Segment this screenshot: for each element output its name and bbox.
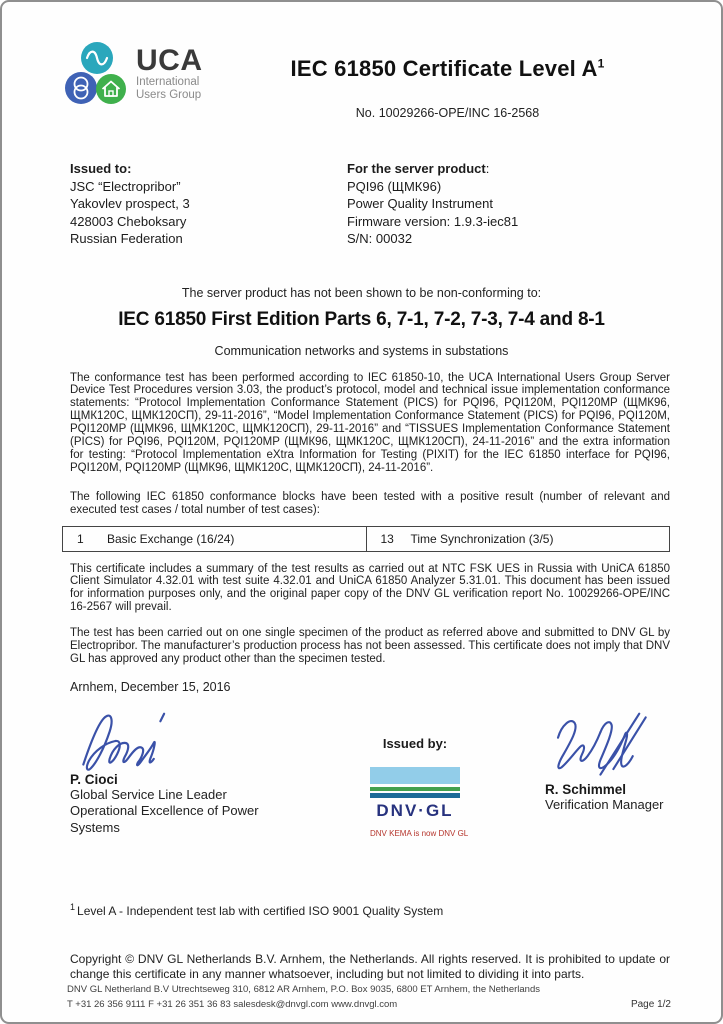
standard-heading: IEC 61850 First Edition Parts 6, 7-1, 7-2, 7-3, 7-4 and 8-1 bbox=[118, 308, 605, 330]
conformance-statement: The server product has not been shown to be non-conforming to: bbox=[181, 285, 542, 300]
issued-to-line: Yakovlev prospect, 3 bbox=[70, 196, 190, 211]
uca-brand: UCA bbox=[136, 44, 203, 77]
block-number: 1 bbox=[77, 531, 84, 546]
paragraph-conformance-test: The conformance test has been performed according to IEC 61850-10, the UCA International Users Group Server Device Test Procedures version 3.03, the product’s protocol, model and technical issue implementation conformance statements: “Protocol Implementation Conformance Statement (PICS) for PQI96, PQI120M, PQI120MP (ЩМК96, ЩМК120С, ЩМК120СП), 29-11-2016”, “Model Implementation Conformance Statement (PICS) for PQI96, PQI120M, PQI120MP (ЩМК96, ЩМК120С, ЩМК120СП), 29-11-2016” and “TISSUES Implementation Conformance Statement (PICS) for PQI96, PQI120M, PQI120MP (ЩМК96, ЩМК120С, ЩМК120СП), 24-11-2016” and the extra information for testing: “Protocol Implementation eXtra Information for Testing (PIXIT) for the IEC 61850 interface for PQI96, PQI120M, PQI120MP (ЩМК96, ЩМК120С, ЩМК120СП), 24-11-2016”. bbox=[70, 371, 670, 474]
signatory-role-line: Global Service Line Leader bbox=[70, 786, 227, 802]
issued-to-line: JSC “Electropribor” bbox=[70, 178, 181, 194]
conformance-blocks-table bbox=[62, 526, 670, 552]
page-title-text: IEC 61850 Certificate Level A bbox=[290, 56, 598, 81]
signatory-name: R. Schimmel bbox=[545, 781, 627, 797]
table-cell-time-synchronization bbox=[366, 526, 670, 551]
footer-contact: T +31 26 356 9111 F +31 26 351 36 83 salesdesk@dnvgl.com www.dnvgl.com bbox=[67, 999, 398, 1010]
uca-logo bbox=[64, 40, 224, 120]
server-product-label-text: For the server product bbox=[347, 161, 486, 176]
signatory-role-line: Systems bbox=[70, 819, 120, 835]
page-number: Page 1/2 bbox=[630, 999, 671, 1010]
issued-to-line: Russian Federation bbox=[70, 231, 183, 246]
uca-subtitle-line2: Users Group bbox=[136, 89, 202, 101]
dnv-wordmark: DNV·GL bbox=[376, 800, 454, 820]
server-product-line: S/N: 00032 bbox=[347, 231, 413, 246]
footnote bbox=[70, 902, 666, 918]
uca-logo-icon bbox=[64, 40, 130, 108]
standard-subheading: Communication networks and systems in substations bbox=[214, 343, 509, 358]
house-icon bbox=[96, 74, 126, 104]
issued-to-block bbox=[70, 160, 347, 248]
footnote-superscript: 1 bbox=[70, 901, 76, 912]
server-product-label bbox=[347, 160, 666, 178]
signatory-role-line: Verification Manager bbox=[545, 796, 664, 812]
info-columns bbox=[70, 160, 666, 248]
issued-by-label: Issued by: bbox=[382, 735, 448, 751]
dnv-tagline: DNV KEMA is now DNV GL bbox=[370, 828, 469, 838]
footer-address: DNV GL Netherland B.V Utrechtseweg 310, 6812 AR Arnhem, P.O. Box 9035, 6800 ET Arnhem, the Netherlands bbox=[67, 984, 540, 995]
block-label: Basic Exchange (16/24) bbox=[107, 531, 235, 546]
dnv-green-bar bbox=[370, 787, 460, 791]
uca-logo-text bbox=[136, 46, 203, 102]
date-line: Arnhem, December 15, 2016 bbox=[70, 679, 231, 694]
signature-r-schimmel-image bbox=[545, 710, 655, 782]
uca-subtitle-line1: International bbox=[136, 76, 200, 88]
paragraph-blocks-intro: The following IEC 61850 conformance blocks have been tested with a positive result (number of relevant and executed test cases / total number of test cases): bbox=[70, 490, 670, 516]
signature-left-block bbox=[70, 710, 325, 838]
footnote-text: Level A - Independent test lab with certified ISO 9001 Quality System bbox=[77, 903, 444, 918]
certificate-number: No. 10029266-OPE/INC 16-2568 bbox=[355, 106, 540, 120]
signature-p-cioci-image bbox=[70, 710, 200, 772]
dnv-steel-blue-bar bbox=[370, 793, 460, 798]
issued-to-label: Issued to: bbox=[70, 161, 132, 176]
server-product-line: Firmware version: 1.9.3-iec81 bbox=[347, 213, 519, 229]
signatory-name: P. Cioci bbox=[70, 771, 118, 787]
signature-right-block bbox=[505, 710, 671, 838]
server-product-line: PQI96 (ЩМК96) bbox=[347, 178, 442, 194]
signature-section bbox=[70, 710, 671, 838]
page-title bbox=[224, 56, 671, 82]
title-block bbox=[224, 40, 671, 120]
issued-by-block bbox=[325, 710, 505, 838]
block-number: 13 bbox=[380, 531, 394, 546]
signatory-role-line: Operational Excellence of Power bbox=[70, 803, 259, 819]
paragraph-summary: This certificate includes a summary of the test results as carried out at NTC FSK UES in Russia with UniCA 61850 Client Simulator 4.32.01 with test suite 4.32.01 and UniCA 61850 Analyzer 5.31.01. This document has been issued for information purposes only, and the original paper copy of the DNV GL verification report No. 10029266-OPE/INC 16-2567 will prevail. bbox=[70, 562, 670, 614]
server-product-block bbox=[347, 160, 666, 248]
server-product-line: Power Quality Instrument bbox=[347, 196, 493, 211]
header bbox=[64, 40, 671, 120]
issued-to-line: 428003 Cheboksary bbox=[70, 213, 187, 229]
page-title-superscript: 1 bbox=[597, 56, 605, 71]
dnv-light-blue-bar bbox=[370, 767, 460, 784]
copyright-notice: Copyright © DNV GL Netherlands B.V. Arnhem, the Netherlands. All rights reserved. It is prohibited to update or change this certificate in any manner whatsoever, including but not limited to dividing it into parts. bbox=[70, 951, 670, 982]
table-row bbox=[63, 526, 670, 551]
table-cell-basic-exchange bbox=[63, 526, 367, 551]
paragraph-specimen: The test has been carried out on one single specimen of the product as referred above and submitted to DNV GL by Electropribor. The manufacturer’s production process has not been assessed. This certificate does not imply that DNV GL has approved any product other than the specimen tested. bbox=[70, 627, 670, 665]
page-footer bbox=[67, 984, 671, 1010]
dnv-gl-logo bbox=[370, 767, 469, 838]
block-label: Time Synchronization (3/5) bbox=[410, 531, 554, 546]
server-product-label-colon: : bbox=[485, 161, 490, 176]
